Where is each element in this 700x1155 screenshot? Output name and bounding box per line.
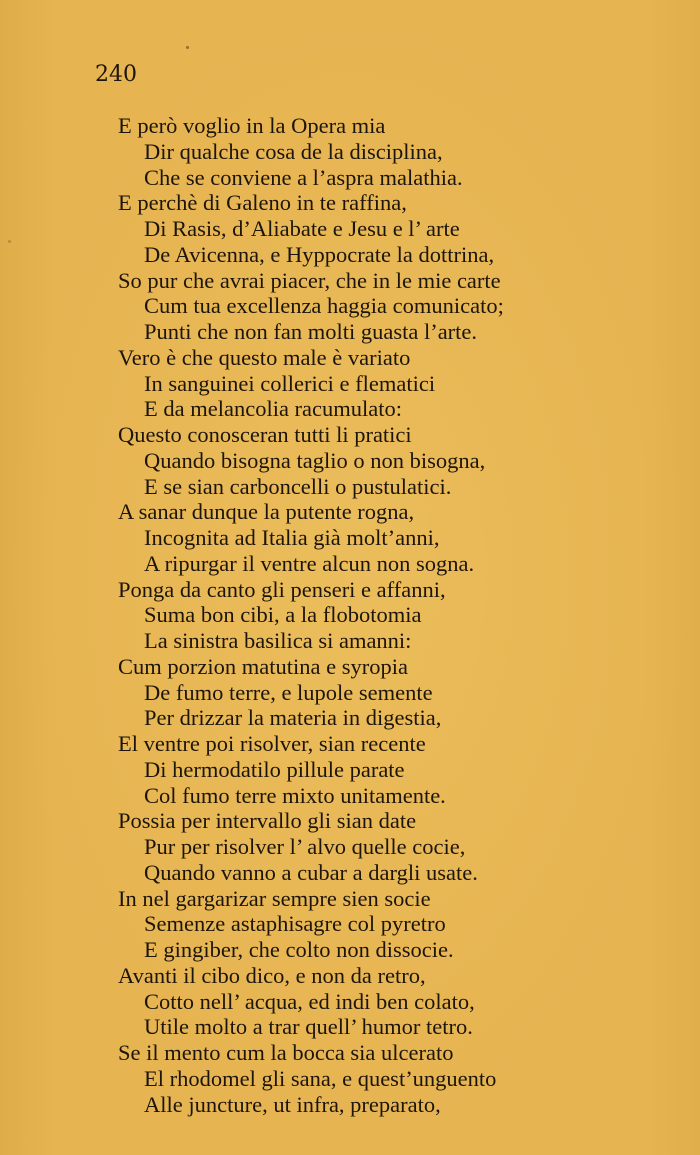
verse-line: E gingiber, che colto non dissocie.	[144, 937, 454, 962]
verse-line: So pur che avrai piacer, che in le mie carte	[118, 267, 501, 293]
verse-line: Cotto nell’ acqua, ed indi ben colato,	[144, 988, 475, 1014]
verse-line: In sanguinei collerici e flematici	[144, 370, 436, 396]
verse-line: Possia per intervallo gli sian date	[118, 808, 417, 834]
verse-line: Col fumo terre mixto unitamente.	[144, 782, 446, 808]
verse-line: Se il mento cum la bocca sia ulcerato	[118, 1040, 454, 1065]
verse-line: Alle juncture, ut infra, preparato,	[144, 1091, 441, 1117]
verse-line: Punti che non fan molti guasta l’arte.	[144, 319, 478, 344]
verse-line: Di hermodatilo pillule parate	[144, 756, 405, 782]
verse-line: Pur per risolver l’ alvo quelle cocie,	[144, 834, 466, 859]
verse-line: Cum porzion matutina e syropia	[118, 653, 408, 679]
verse-line: E se sian carboncelli o pustulatici.	[144, 473, 452, 499]
ink-speck	[8, 240, 11, 243]
verse-line: Questo conosceran tutti li pratici	[118, 422, 412, 447]
verse-line: Quando vanno a cubar a dargli usate.	[144, 859, 478, 885]
verse-line: Ponga da canto gli penseri e affanni,	[118, 576, 446, 602]
verse-line: Cum tua excellenza haggia comunicato;	[144, 293, 504, 319]
verse-line: A sanar dunque la putente rogna,	[118, 499, 415, 525]
verse-line: Utile molto a trar quell’ humor tetro.	[144, 1014, 473, 1040]
ink-speck	[186, 46, 189, 49]
verse-line: Quando bisogna taglio o non bisogna,	[144, 447, 486, 473]
verse-line: Per drizzar la materia in digestia,	[144, 705, 442, 731]
verse-line: Suma bon cibi, a la flobotomia	[144, 602, 422, 628]
verse-line: Dir qualche cosa de la disciplina,	[144, 138, 443, 164]
verse-line: La sinistra basilica si amanni:	[144, 628, 412, 653]
verse-line: El ventre poi risolver, sian recente	[118, 731, 426, 756]
verse-line: Semenze astaphisagre col pyretro	[144, 911, 446, 937]
page-number: 240	[95, 62, 137, 87]
verse-line: A ripurgar il ventre alcun non sogna.	[144, 550, 475, 576]
verse-line: Vero è che questo male è variato	[118, 344, 411, 370]
verse-line: Incognita ad Italia già molt’anni,	[144, 525, 440, 550]
verse-line: In nel gargarizar sempre sien socie	[118, 885, 431, 911]
verse-line: Di Rasis, d’Aliabate e Jesu e l’ arte	[144, 216, 460, 241]
verse-line: Che se conviene a l’aspra malathia.	[144, 164, 463, 190]
verse-line: El rhodomel gli sana, e quest’unguento	[144, 1065, 497, 1091]
verse-line: Avanti il cibo dico, e non da retro,	[118, 962, 426, 988]
verse-line: E però voglio in la Opera mia	[118, 113, 386, 138]
poem-text	[118, 113, 678, 1117]
verse-line: De fumo terre, e lupole semente	[144, 679, 433, 705]
verse-line: E perchè di Galeno in te raffina,	[118, 190, 407, 216]
verse-line: De Avicenna, e Hyppocrate la dottrina,	[144, 241, 495, 267]
verse-line: E da melancolia racumulato:	[144, 396, 403, 422]
